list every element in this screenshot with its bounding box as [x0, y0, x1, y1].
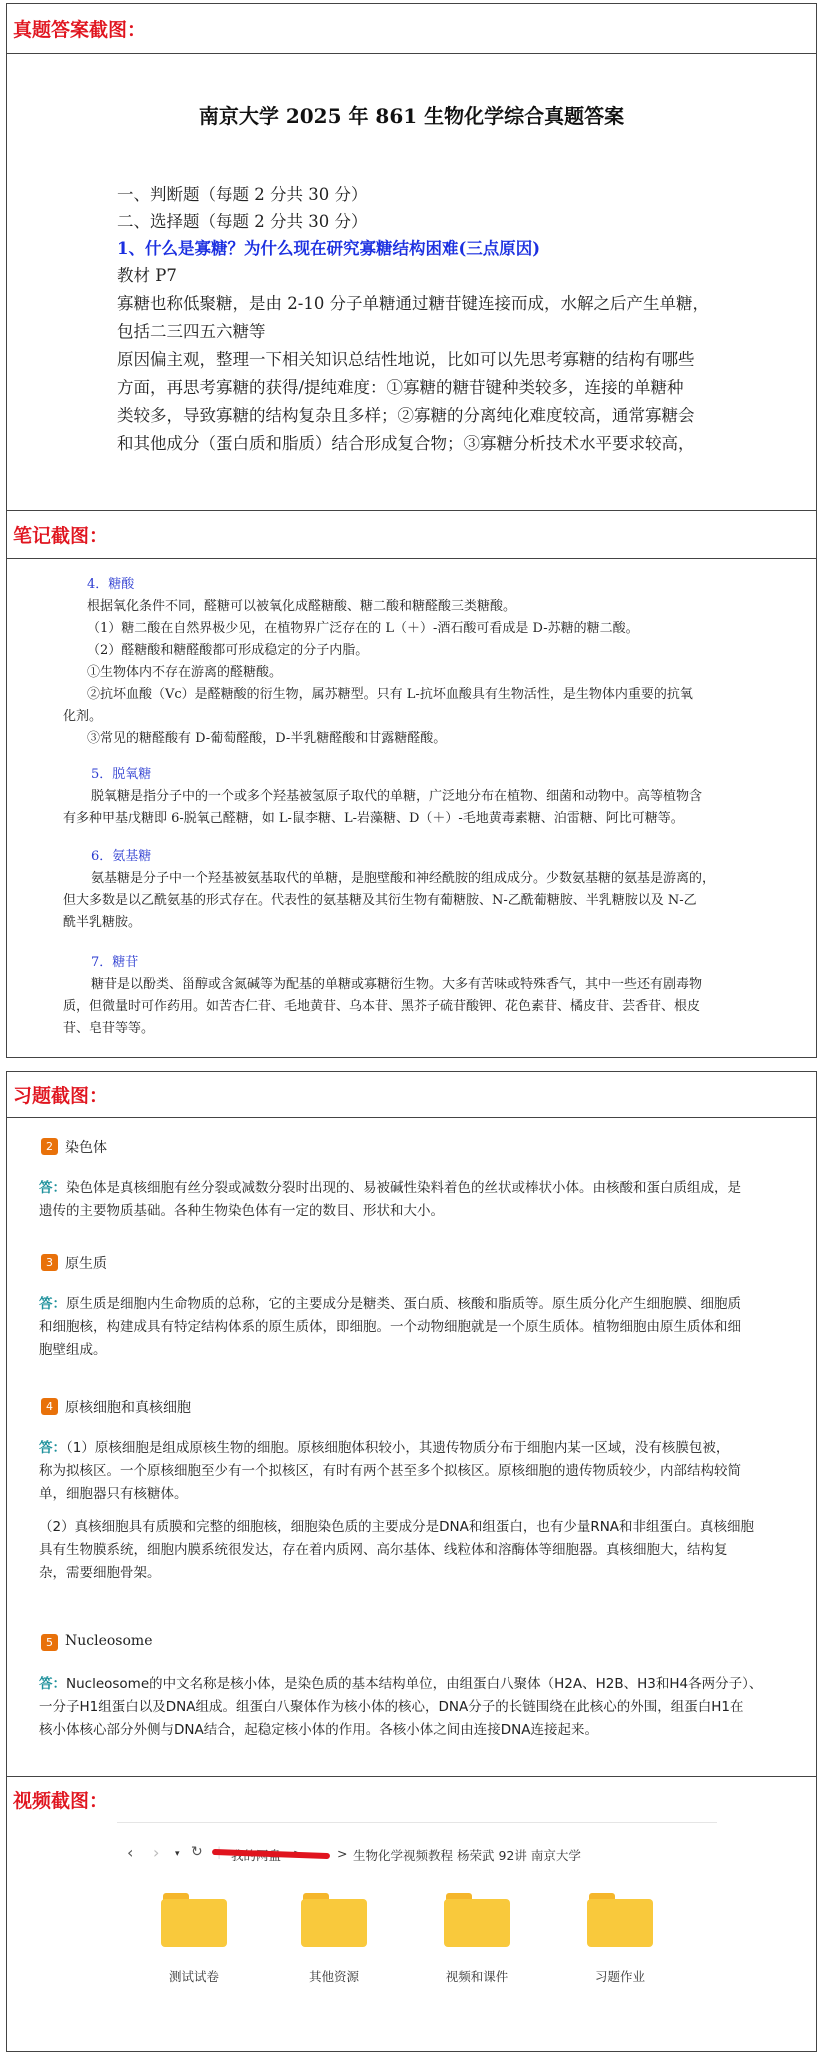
document-title: 南京大学 2025 年 861 生物化学综合真题答案 [198, 104, 625, 128]
exercise-line: 胞壁组成。 [39, 1342, 107, 1358]
notes-section [6, 510, 817, 1058]
exercise-line: 遗传的主要物质基础。各种生物染色体有一定的数目、形状和大小。 [39, 1203, 444, 1219]
exercise-line: 和细胞核，构建成具有特定结构体系的原生质体，即细胞。一个动物细胞就是一个原生质体。植物细胞由原生质体和细 [39, 1319, 741, 1335]
exercise-line: 核小体核心部分外侧与DNA结合，起稳定核小体的作用。各核小体之间由连接DNA连接起来。 [39, 1722, 598, 1738]
note-line: 脱氧糖是指分子中的一个或多个羟基被氢原子取代的单糖，广泛地分布在植物、细菌和动物中。高等植物含 [91, 789, 703, 804]
note-heading: 6．氨基糖 [91, 849, 152, 864]
section-title: 视频截图： [13, 1789, 109, 1812]
navbar-divider [117, 1822, 717, 1823]
note-line: （2）醛糖酸和糖醛酸都可形成稳定的分子内脂。 [87, 643, 369, 658]
note-line: 苷、皂苷等等。 [63, 1021, 155, 1036]
note-line: 但大多数是以乙酰氨基的形式存在。代表性的氨基糖及其衍生物有葡糖胺、N-乙酰葡糖胺、半乳糖胺以及 N-乙 [63, 893, 697, 908]
note-line: 根据氧化条件不同，醛糖可以被氧化成醛糖酸、糖二酸和糖醛酸三类糖酸。 [87, 599, 517, 614]
folder-icon[interactable] [587, 1893, 653, 1947]
refresh-icon[interactable]: ↻ [191, 1844, 203, 1860]
doc-line: 和其他成分（蛋白质和脂质）结合形成复合物；③寡糖分析技术水平要求较高， [117, 434, 695, 453]
exercise-title: 原核细胞和真核细胞 [65, 1400, 191, 1416]
folder-icon[interactable] [161, 1893, 227, 1947]
answer-section-header [7, 4, 816, 54]
note-line: 化剂。 [63, 709, 103, 724]
note-line: 有多种甲基戊糖即 6-脱氧己醛糖，如 L-鼠李糖、L-岩藻糖、D（＋）-毛地黄毒素糖、泊雷糖、阿比可糖等。 [63, 811, 684, 826]
exercise-line: 一分子H1组蛋白以及DNA组成。组蛋白八聚体作为核小体的核心，DNA分子的长链围绕在此核心的外围，组蛋白H1在 [39, 1699, 744, 1715]
note-line: 酰半乳糖胺。 [63, 915, 142, 930]
doc-line: 一、判断题（每题 2 分共 30 分） [117, 185, 368, 204]
breadcrumb-separator: > [337, 1846, 348, 1861]
question-line: 1、什么是寡糖？为什么现在研究寡糖结构困难(三点原因) [117, 239, 541, 258]
exercise-line: 答：染色体是真核细胞有丝分裂或减数分裂时出现的、易被碱性染料着色的丝状或棒状小体。由核酸和蛋白质组成，是 [39, 1180, 741, 1196]
exercise-number-badge: 3 [41, 1254, 58, 1271]
note-line: 糖苷是以酚类、甾醇或含氮碱等为配基的单糖或寡糖衍生物。大多有苦味或特殊香气，其中一些还有剧毒物 [91, 977, 703, 992]
video-section-header [7, 1777, 816, 1821]
file-browser-navbar [117, 1837, 717, 1873]
doc-line: 教材 P7 [117, 266, 177, 285]
exercise-number-badge: 2 [41, 1138, 58, 1155]
exercise-title: 原生质 [65, 1256, 107, 1272]
doc-line: 二、选择题（每题 2 分共 30 分） [117, 212, 368, 231]
folder-label[interactable]: 习题作业 [594, 1969, 645, 1984]
note-line: ①生物体内不存在游离的醛糖酸。 [87, 665, 283, 680]
section-title: 真题答案截图： [13, 19, 147, 41]
note-line: 质，但微量时可作药用。如苦杏仁苷、毛地黄苷、乌本苷、黑芥子硫苷酸钾、花色素苷、橘皮苷、芸香苷、根皮 [63, 999, 701, 1014]
exercise-line: 杂，需要细胞骨架。 [39, 1565, 161, 1581]
answer-section [6, 3, 817, 511]
exercise-section [6, 1071, 817, 1777]
doc-line: 原因偏主观，整理一下相关知识总结性地说，比如可以先思考寡糖的结构有哪些 [117, 350, 695, 369]
note-line: 氨基糖是分子中一个羟基被氨基取代的单糖，是胞壁酸和神经酰胺的组成成分。少数氨基糖的氨基是游离的， [91, 871, 716, 886]
section-title: 笔记截图： [13, 525, 109, 547]
exercise-section-header [7, 1072, 816, 1118]
exercise-number-badge: 4 [41, 1398, 58, 1415]
exercise-line: 单，细胞器只有核糖体。 [39, 1486, 188, 1502]
folder-label[interactable]: 测试试卷 [168, 1969, 219, 1984]
exercise-line: （2）真核细胞具有质膜和完整的细胞核，细胞染色质的主要成分是DNA和组蛋白，也有少量RNA和非组蛋白。真核细胞 [39, 1519, 755, 1535]
answer-label: 答： [39, 1180, 66, 1196]
note-heading: 5．脱氧糖 [91, 767, 152, 782]
section-title: 习题截图： [13, 1085, 109, 1107]
notes-section-header [7, 511, 816, 559]
note-line: ③常见的糖醛酸有 D-葡萄醛酸，D-半乳糖醛酸和甘露糖醛酸。 [87, 731, 447, 746]
note-heading: 7．糖苷 [91, 955, 139, 970]
exercise-title: 染色体 [65, 1140, 107, 1156]
folder-label[interactable]: 视频和课件 [445, 1969, 509, 1984]
answer-document [7, 54, 816, 510]
folder-icon[interactable] [444, 1893, 510, 1947]
answer-label: 答： [39, 1296, 66, 1312]
chevron-right-icon[interactable]: › [153, 1843, 160, 1862]
note-line: （1）糖二酸在自然界极少见，在植物界广泛存在的 L（＋）-酒石酸可看成是 D-苏糖的糖二酸。 [87, 621, 639, 636]
exercise-number-badge: 5 [41, 1634, 58, 1651]
exercise-line: 答：原生质是细胞内生命物质的总称，它的主要成分是糖类、蛋白质、核酸和脂质等。原生质分化产生细胞膜、细胞质 [39, 1296, 741, 1312]
exercise-line: 具有生物膜系统，细胞内膜系统很发达，存在着内质网、高尔基体、线粒体和溶酶体等细胞器。真核细胞大，结构复 [39, 1542, 728, 1558]
answer-label: 答： [39, 1440, 66, 1456]
breadcrumb-current[interactable]: 生物化学视频教程 杨荣武 92讲 南京大学 [353, 1848, 581, 1863]
doc-line: 寡糖也称低聚糖，是由 2-10 分子单糖通过糖苷键连接而成，水解之后产生单糖， [117, 294, 710, 313]
folder-icon[interactable] [301, 1893, 367, 1947]
doc-line: 包括二三四五六糖等 [117, 322, 266, 341]
exercise-line: 答：Nucleosome的中文名称是核小体，是染色质的基本结构单位，由组蛋白八聚体（H2A、H2B、H3和H4各两分子）、 [39, 1676, 763, 1692]
chevron-left-icon[interactable]: ‹ [127, 1843, 134, 1862]
exercise-title: Nucleosome [65, 1633, 153, 1649]
exercise-line: 称为拟核区。一个原核细胞至少有一个拟核区，有时有两个甚至多个拟核区。原核细胞的遗传物质较少，内部结构较简 [39, 1463, 741, 1479]
video-section [6, 1776, 817, 2052]
folder-label[interactable]: 其他资源 [308, 1969, 359, 1984]
answer-label: 答： [39, 1676, 66, 1692]
doc-line: 类较多，导致寡糖的结构复杂且多样；②寡糖的分离纯化难度较高，通常寡糖会 [117, 406, 695, 425]
note-heading: 4．糖酸 [87, 577, 135, 592]
note-line: ②抗坏血酸（Vc）是醛糖酸的衍生物，属苏糖型。只有 L-抗坏血酸具有生物活性，是生物体内重要的抗氧 [87, 687, 693, 702]
caret-down-icon[interactable]: ▾ [175, 1849, 180, 1859]
exercise-line: 答：（1）原核细胞是组成原核生物的细胞。原核细胞体积较小，其遗传物质分布于细胞内某一区域，没有核膜包被， [39, 1440, 730, 1456]
doc-line: 方面，再思考寡糖的获得/提纯难度：①寡糖的糖苷键种类较多，连接的单糖种 [117, 378, 684, 397]
